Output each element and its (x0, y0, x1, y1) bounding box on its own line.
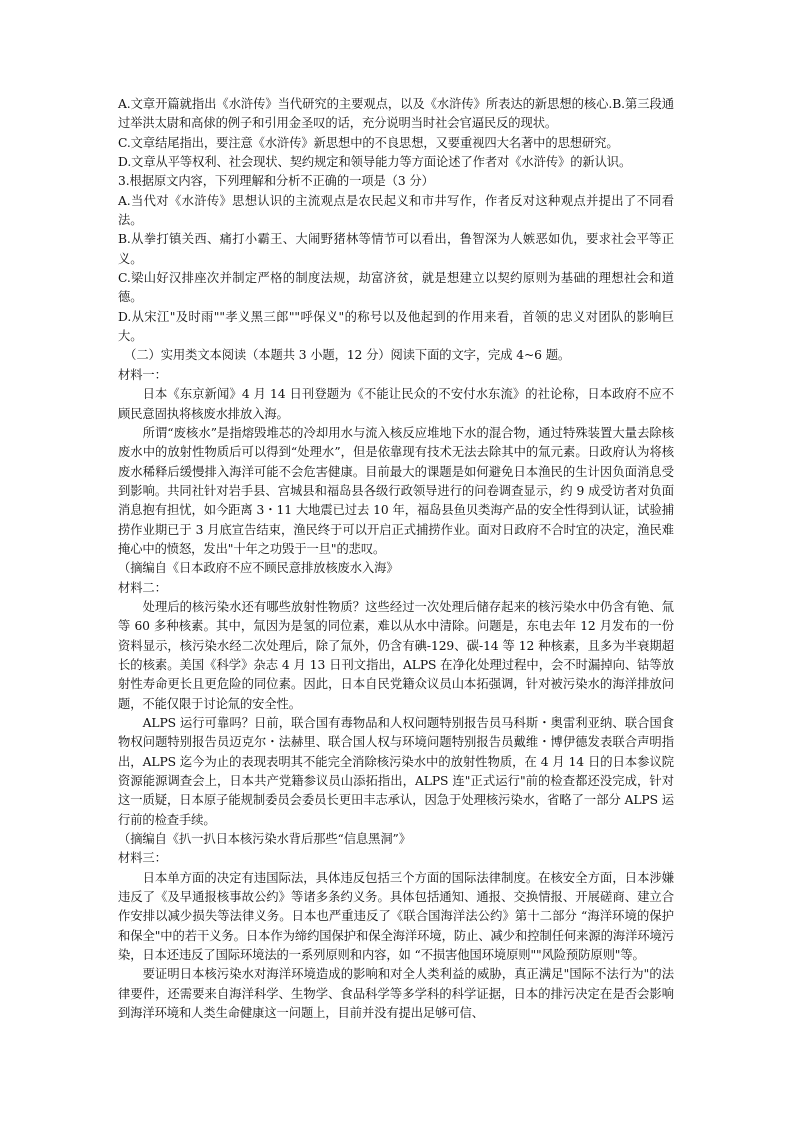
material3-paragraph: 要证明日本核污染水对海洋环境造成的影响和对全人类利益的威胁，真正满足"国际不法行为"的法律要件，还需要来自海洋科学、生物学、食品科学等多学科的科学证据，日本的排污决定在是否会影响到海洋环境和人类生命健康这一问题上，目前并没有提出足够可信、 (118, 967, 674, 1021)
material1-source: （摘编自《日本政府不应不顾民意排放核废水入海》 (118, 561, 399, 576)
exam-page (118, 95, 674, 1024)
q2-option-c: C.文章结尾指出，要注意《水浒传》新思想中的不良思想，又要重视四大名著中的思想研究。 (118, 135, 619, 150)
material3-label: 材料三： (118, 851, 167, 866)
q2-option-a-b: A.文章开篇就指出《水浒传》当代研究的主要观点，以及《水浒传》所表达的新思想的核心.B.第三段通过举洪太尉和高俅的例子和引用金圣叹的话，充分说明当时社会官逼民反的现状。 (118, 97, 674, 131)
material1-paragraph: 所谓“废核水”是指熔毁堆芯的冷却用水与流入核反应堆地下水的混合物，通过特殊装置大量去除核废水中的放射性物质后可以得到“处理水”，但是依靠现有技术无法去除其中的氚元素。日政府认为将核废水稀释后缓慢排入海洋可能不会危害健康。目前最大的课题是如何避免日本渔民的生计因负面消息受到影响。共同社针对岩手县、宫城县和福岛县各级行政领导进行的问卷调查显示，约 9 成受访者对负面消息抱有担忧，如今距离 3・11 大地震已过去 10 年，福岛县鱼贝类海产品的安全性得到认证，试验捕捞作业期已于 3 月底宣告结束，渔民终于可以开启正式捕捞作业。面对日政府不合时宜的决定，渔民难掩心中的愤怒，发出"十年之功毁于一旦"的悲叹。 (118, 425, 674, 556)
q3-stem: 3.根据原文内容，下列理解和分析不正确的一项是（3 分） (118, 174, 434, 189)
material1-paragraph: 日本《东京新闻》4 月 14 日刊登题为《不能让民众的不安付水东流》的社论称，日本政府不应不顾民意固执将核废水排放入海。 (118, 387, 674, 421)
material2-label: 材料二： (118, 580, 167, 595)
material2-paragraph: 处理后的核污染水还有哪些放射性物质？这些经过一次处理后储存起来的核污染水中仍含有铯、氚等 60 多种核素。其中，氚因为是氢的同位素，难以从水中清除。问题是，东电去年 12 月发布的一份资料显示，核污染水经二次处理后，除了氚外，仍含有碘-129、碳-14 等 12 种核素，且多为半衰期超长的核素。美国《科学》杂志 4 月 13 日刊文指出，ALPS 在净化处理过程中，会不时漏掉向、钴等放射性寿命更长且更危险的同位素。因此，日本自民党籍众议员山本拓强调，针对被污染水的海洋排放问题，不能仅限于讨论氚的安全性。 (118, 599, 674, 711)
q3-option-a: A.当代对《水浒传》思想认识的主流观点是农民起义和市井写作，作者反对这种观点并提出了不同看法。 (118, 193, 674, 228)
material1-label: 材料一： (118, 367, 167, 382)
q2-option-d: D.文章从平等权利、社会现状、契约规定和领导能力等方面论述了作者对《水浒传》的新认识。 (118, 155, 632, 170)
material2-source: （摘编自《扒一扒日本核污染水背后那些“信息黑洞”》 (118, 832, 411, 847)
material2-paragraph: ALPS 运行可靠吗？日前，联合国有毒物品和人权问题特别报告员马科斯・奥雷利亚纳、联合国食物权问题特别报告员迈克尔・法赫里、联合国人权与环境问题特别报告员戴维・博伊德发表联合声明指出，ALPS 迄今为止的表现表明其不能完全消除核污染水中的放射性物质，在 4 月 14 日的日本参议院资源能源调查会上，日本共产党籍参议员山添拓指出，ALPS 连"正式运行"前的检查都还没完成，针对这一质疑，日本原子能规制委员会委员长更田丰志承认，因急于处理核污染水，省略了一部分 ALPS 运行前的检查手续。 (118, 716, 674, 827)
material3-paragraph: 日本单方面的决定有违国际法，具体违反包括三个方面的国际法律制度。在核安全方面，日本涉嫌违反了《及早通报核事故公约》等诸多条约义务。具体包括通知、通报、交换情报、开展磋商、建立合作安排以减少损失等法律义务。日本也严重违反了《联合国海洋法公约》第十二部分 “海洋环境的保护和保全"中的若干义务。日本作为缔约国保护和保全海洋环境，防止、减少和控制任何来源的海洋环境污染，日本还违反了国际环境法的一系列原则和内容，如 “不损害他国环境原则""风险预防原则"等。 (118, 870, 674, 963)
q3-option-c: C.梁山好汉排座次并制定严格的制度法规，劫富济贫，就是想建立以契约原则为基础的理想社会和道德。 (118, 271, 674, 305)
section-heading: （二）实用类文本阅读（本题共 3 小题，12 分）阅读下面的文字，完成 4~6 题。 (124, 348, 571, 363)
q3-option-b: B.从拳打镇关西、痛打小霸王、大闹野猪林等情节可以看出，鲁智深为人嫉恶如仇，要求社会平等正义。 (118, 232, 674, 266)
q3-option-d: D.从宋江"及时雨""孝义黑三郎""呼保义"的称号以及他起到的作用来看，首领的忠义对团队的影响巨大。 (118, 309, 674, 344)
